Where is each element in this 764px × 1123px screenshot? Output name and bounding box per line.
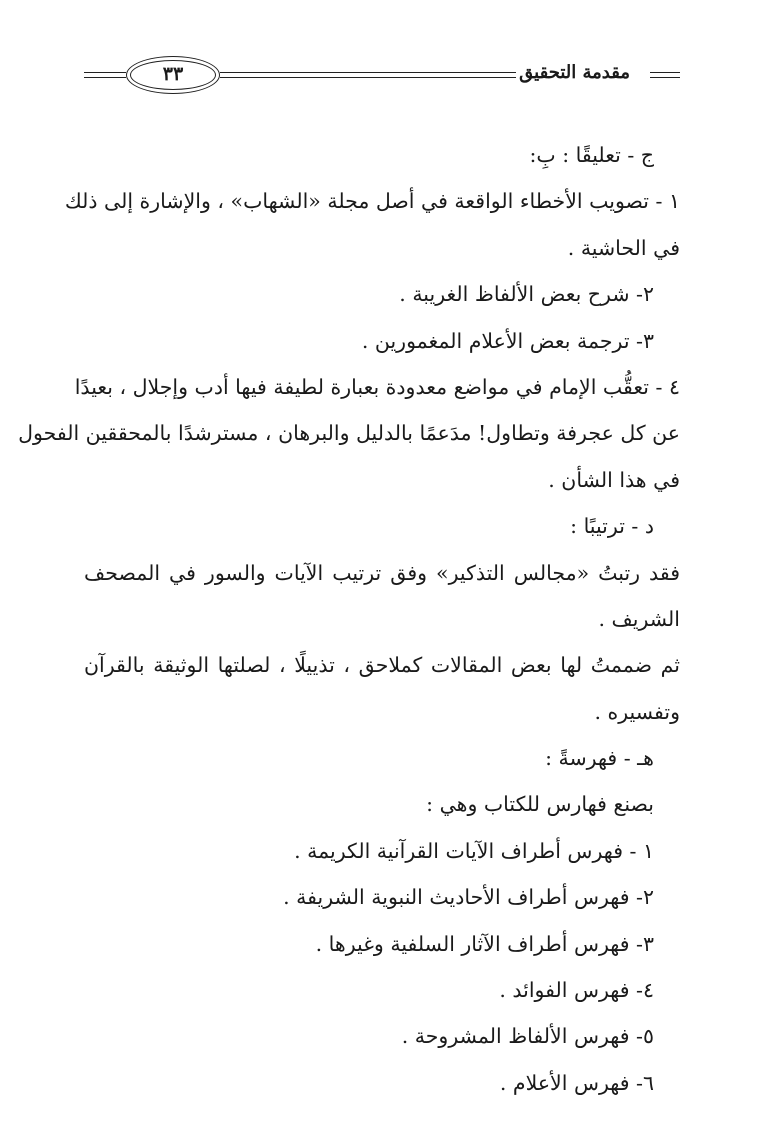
index-item-4: ٤- فهرس الفوائد . — [499, 978, 654, 1003]
index-item-5: ٥- فهرس الألفاظ المشروحة . — [401, 1024, 654, 1049]
page-number: ٣٣ — [162, 63, 184, 85]
list-item-3: ٣- ترجمة بعض الأعلام المغمورين . — [361, 328, 654, 353]
page-number-frame — [126, 56, 220, 94]
header-rule-middle-top — [220, 72, 516, 73]
section-heading-indexing: هـ - فهرسةً : — [545, 746, 654, 771]
section-heading-ordering: د - ترتيبًا : — [570, 514, 654, 539]
header-rule-left-top — [84, 72, 126, 73]
header-rule-right-top — [650, 72, 680, 73]
indexing-intro: بصنع فهارس للكتاب وهي : — [426, 792, 654, 817]
index-item-6: ٦- فهرس الأعلام . — [499, 1070, 654, 1095]
running-title: مقدمة التحقيق — [519, 62, 630, 83]
paragraph-appendix-line-2: وتفسيره . — [594, 699, 680, 724]
index-item-1: ١ - فهرس أطراف الآيات القرآنية الكريمة . — [294, 838, 654, 863]
section-heading-annotation: ج - تعليقًا : بِ: — [529, 143, 654, 167]
list-item-1-line-2: في الحاشية . — [567, 235, 680, 260]
list-item-2: ٢- شرح بعض الألفاظ الغريبة . — [399, 282, 654, 307]
page-header — [84, 56, 680, 100]
paragraph-ordering-line-2: الشريف . — [598, 606, 680, 631]
list-item-4-line-3: في هذا الشأن . — [548, 467, 680, 492]
paragraph-appendix-line-1: ثم ضممتُ لها بعض المقالات كملاحق ، تذييلًا ، لصلتها الوثيقة بالقرآن — [84, 653, 680, 678]
paragraph-ordering-line-1: فقد رتبتُ «مجالس التذكير» وفق ترتيب الآيات والسور في المصحف — [84, 560, 680, 585]
list-item-4-line-1: ٤ - تعقُّب الإمام في مواضع معدودة بعبارة لطيفة فيها أدب وإجلال ، بعيدًا — [74, 374, 680, 399]
index-item-3: ٣- فهرس أطراف الآثار السلفية وغيرها . — [315, 931, 654, 956]
list-item-1-line-1: ١ - تصويب الأخطاء الواقعة في أصل مجلة «الشهاب» ، والإشارة إلى ذلك — [64, 189, 680, 214]
index-item-2: ٢- فهرس أطراف الأحاديث النبوية الشريفة . — [283, 885, 654, 910]
header-rule-middle-bottom — [220, 77, 516, 78]
header-rule-right-bottom — [650, 77, 680, 78]
page-body — [18, 132, 680, 1106]
list-item-4-line-2: عن كل عجرفة وتطاول! مدَعمًا بالدليل والبرهان ، مسترشدًا بالمحققين الفحول — [18, 421, 680, 446]
header-rule-left-bottom — [84, 77, 126, 78]
